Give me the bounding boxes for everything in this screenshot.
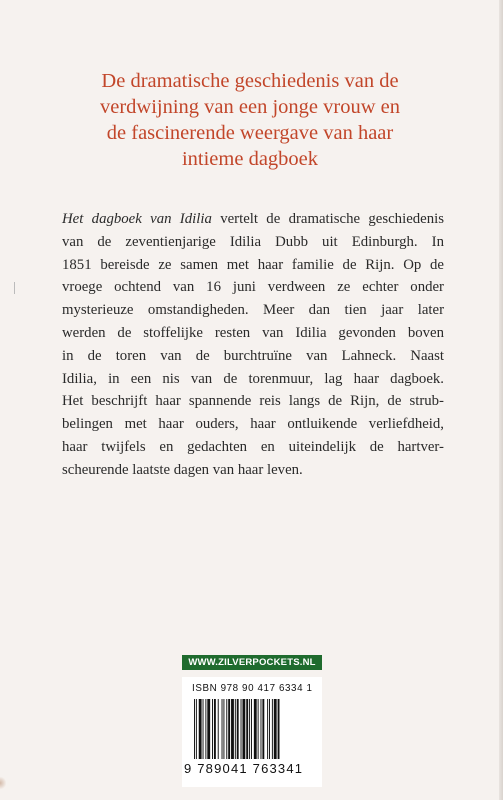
blurb-line: Idilia, in een nis van de torenmuur, lag haar dagboek. xyxy=(62,370,444,387)
edge-mark xyxy=(14,282,15,294)
tagline-line: verdwijning van een jonge vrouw en xyxy=(99,96,400,118)
blurb-line: werden de stoffelijke resten van Idilia gevonden boven xyxy=(62,324,444,341)
blurb-line: 1851 bereisde ze samen met haar familie de Rijn. Op de xyxy=(62,256,444,273)
blurb-text: vertelt de dramatische geschiedenis xyxy=(211,211,444,227)
blurb-line: haar twijfels en gedachten en uiteindelijk de hartver- xyxy=(62,438,444,455)
barcode-block xyxy=(182,677,322,787)
tagline-line: de fascinerende weergave van haar xyxy=(106,122,394,144)
tagline-line: De dramatische geschiedenis van de xyxy=(101,70,399,92)
blurb-line: van de zeventienjarige Idilia Dubb uit Edinburgh. In xyxy=(62,233,444,250)
spine-edge xyxy=(499,0,503,800)
blurb-line xyxy=(62,208,444,231)
blurb-line: belingen met haar ouders, haar ontluikende verliefdheid, xyxy=(62,416,444,433)
blurb xyxy=(62,208,444,482)
tagline-line: intieme dagboek xyxy=(181,148,319,170)
ean-digits: 9 789041 763341 xyxy=(184,761,304,776)
blurb-line: mysterieuze omstandigheden. Meer dan tien jaar later xyxy=(62,302,444,319)
blurb-line: scheurende laatste dagen van haar leven. xyxy=(62,461,303,478)
book-title: Het dagboek van Idilia xyxy=(62,211,212,227)
blurb-line: Het beschrijft haar spannende reis langs de Rijn, de strub- xyxy=(62,393,444,410)
barcode-icon xyxy=(192,699,317,759)
blurb-line: in de toren van de burchtruïne van Lahneck. Naast xyxy=(62,347,444,364)
blurb-line: vroege ochtend van 16 juni verdween ze echter onder xyxy=(62,279,444,296)
publisher-url[interactable]: WWW.ZILVERPOCKETS.NL xyxy=(182,655,322,670)
isbn-number: ISBN 978 90 417 6334 1 xyxy=(192,683,313,694)
tagline xyxy=(50,68,450,172)
corner-stain xyxy=(0,776,6,790)
